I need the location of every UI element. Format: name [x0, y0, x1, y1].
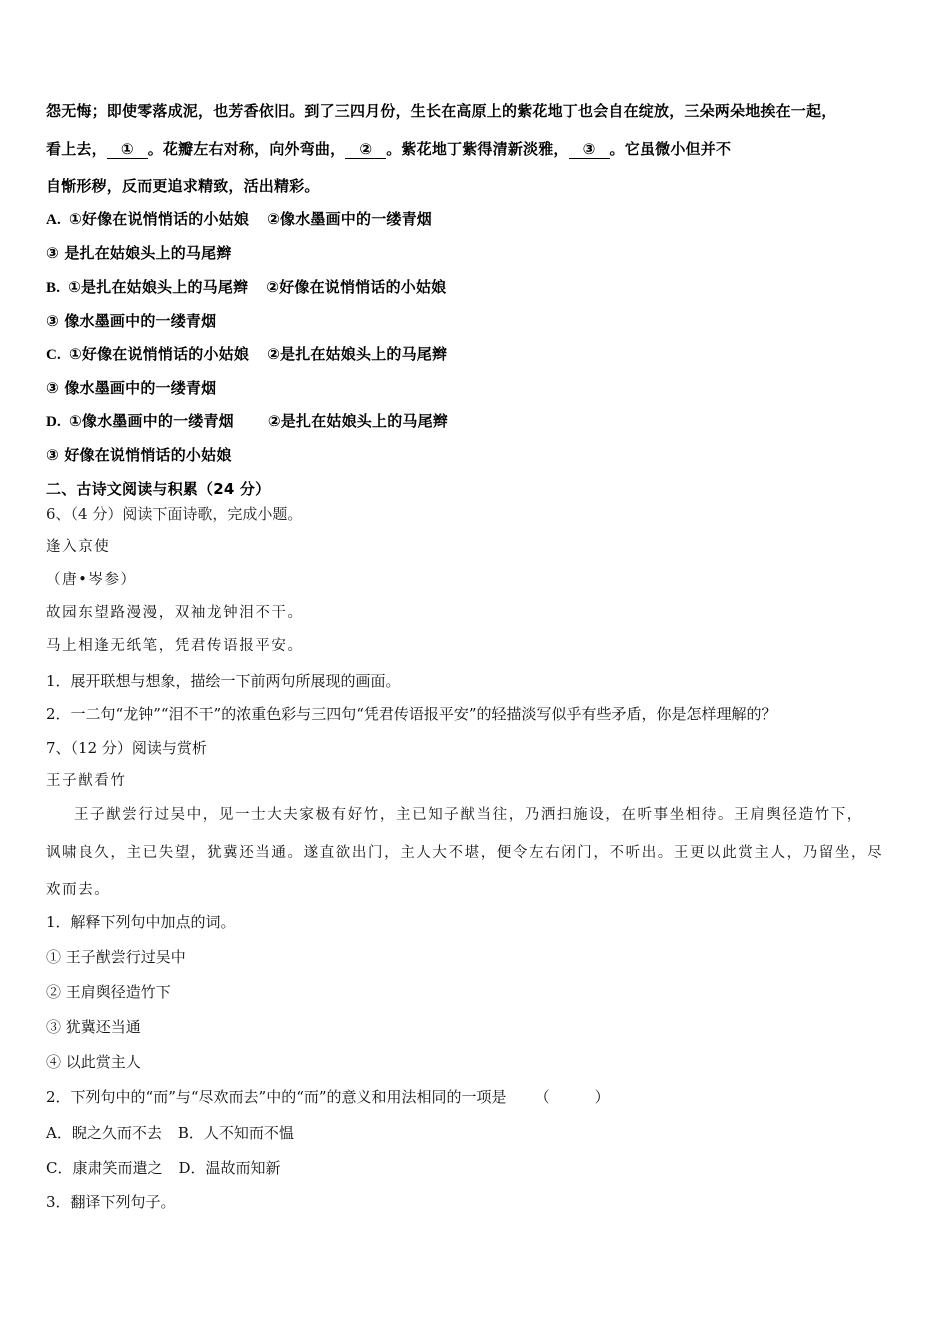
blank-1: ① [107, 141, 148, 159]
q7-sub1-item-2: ② 王肩舆径造竹下 [46, 983, 171, 1001]
option-b-part1: ①是扎在姑娘头上的马尾辫 [68, 278, 249, 296]
passage-line-2-d: 。它虽微小但并不 [609, 140, 732, 158]
q7-sub2-option-a: A．睨之久而不去 [46, 1124, 162, 1142]
passage-line-2-a: 看上去， [46, 140, 107, 158]
option-d [46, 414, 448, 430]
option-c-part1: ①好像在说悄悄话的小姑娘 [68, 345, 250, 363]
q6-sub1: 1．展开联想与想象，描绘一下前两句所展现的画面。 [46, 672, 401, 690]
option-c-part2: ②是扎在姑娘头上的马尾辫 [267, 345, 448, 363]
q7-sub2-option-d: D．温故而知新 [178, 1159, 281, 1177]
option-b-part2: ②好像在说悄悄话的小姑娘 [266, 278, 447, 296]
q7-sub2-text: 2．下列句中的“而”与“尽欢而去”中的“而”的意义和用法相同的一项是 [46, 1088, 507, 1106]
q7-sub2-options-row-1 [46, 1126, 294, 1141]
q7-sub2-option-b: B．人不知而不愠 [177, 1124, 294, 1142]
q7-passage-line-3: 欢而去。 [46, 882, 111, 898]
q6-prompt: 6、（4 分）阅读下面诗歌，完成小题。 [46, 505, 303, 523]
poem-line-2: 马上相逢无纸笔，凭君传语报平安。 [46, 638, 304, 654]
option-b-part3: ③ 像水墨画中的一缕青烟 [46, 312, 217, 330]
q7-sub2-option-c: C．康肃笑而遣之 [46, 1159, 163, 1177]
q7-passage-line-1: 王子猷尝行过吴中，见一士大夫家极有好竹，主已知子猷当往，乃洒扫施设，在听事坐相待。王肩舆径造竹下， [74, 807, 863, 823]
option-d-letter: D. [46, 414, 61, 430]
passage-line-3: 自惭形秽，反而更追求精致，活出精彩。 [46, 177, 320, 195]
passage-line-1: 怨无悔；即使零落成泥，也芳香依旧。到了三四月份，生长在高原上的紫花地丁也会自在绽放，三朵两朵地挨在一起， [46, 102, 837, 120]
q7-sub2 [46, 1090, 610, 1105]
option-c [46, 347, 447, 363]
blank-2: ② [345, 141, 386, 159]
option-a-part2: ②像水墨画中的一缕青烟 [267, 210, 432, 228]
q7-sub1-item-1: ① 王子猷尝行过吴中 [46, 948, 186, 966]
poem-title: 逢入京使 [46, 539, 111, 555]
passage-line-2-c: 。紫花地丁紫得清新淡雅， [386, 140, 569, 158]
q7-sub1-item-3: ③ 犹冀还当通 [46, 1018, 141, 1036]
option-d-part1: ①像水墨画中的一缕青烟 [68, 412, 234, 430]
passage-line-2-b: 。花瓣左右对称，向外弯曲， [147, 140, 346, 158]
option-a-letter: A. [46, 212, 61, 228]
q7-sub1-item-4: ④ 以此赏主人 [46, 1053, 141, 1071]
option-d-part2: ②是扎在姑娘头上的马尾辫 [267, 412, 448, 430]
option-b [46, 280, 446, 296]
option-a [46, 212, 432, 228]
poem-author: （唐•岑参） [46, 572, 137, 588]
poem-line-1: 故园东望路漫漫，双袖龙钟泪不干。 [46, 605, 304, 621]
q7-sub1: 1．解释下列句中加点的词。 [46, 913, 236, 931]
option-b-letter: B. [46, 280, 61, 296]
q7-passage-title: 王子猷看竹 [46, 773, 127, 789]
q7-prompt: 7、（12 分）阅读与赏析 [46, 739, 207, 757]
option-a-part1: ①好像在说悄悄话的小姑娘 [68, 210, 250, 228]
q7-sub3: 3．翻译下列句子。 [46, 1193, 176, 1211]
option-d-part3: ③ 好像在说悄悄话的小姑娘 [46, 446, 232, 464]
option-c-part3: ③ 像水墨画中的一缕青烟 [46, 379, 217, 397]
section-two-heading: 二、古诗文阅读与积累（24 分） [46, 480, 271, 498]
passage-line-2 [46, 141, 731, 159]
blank-3: ③ [569, 141, 610, 159]
q7-passage-line-2: 讽啸良久，主已失望，犹冀还当通。遂直欲出门，主人大不堪，便令左右闭门，不听出。王更以此赏主人，乃留坐，尽 [46, 845, 884, 861]
q6-sub2: 2．一二句“龙钟”“泪不干”的浓重色彩与三四句“凭君传语报平安”的轻描淡写似乎有些矛盾，你是怎样理解的？ [46, 705, 777, 723]
q7-sub2-answer-paren: （ ） [534, 1088, 610, 1106]
q7-sub2-options-row-2 [46, 1161, 281, 1176]
option-a-part3: ③ 是扎在姑娘头上的马尾辫 [46, 244, 232, 262]
option-c-letter: C. [46, 347, 61, 363]
